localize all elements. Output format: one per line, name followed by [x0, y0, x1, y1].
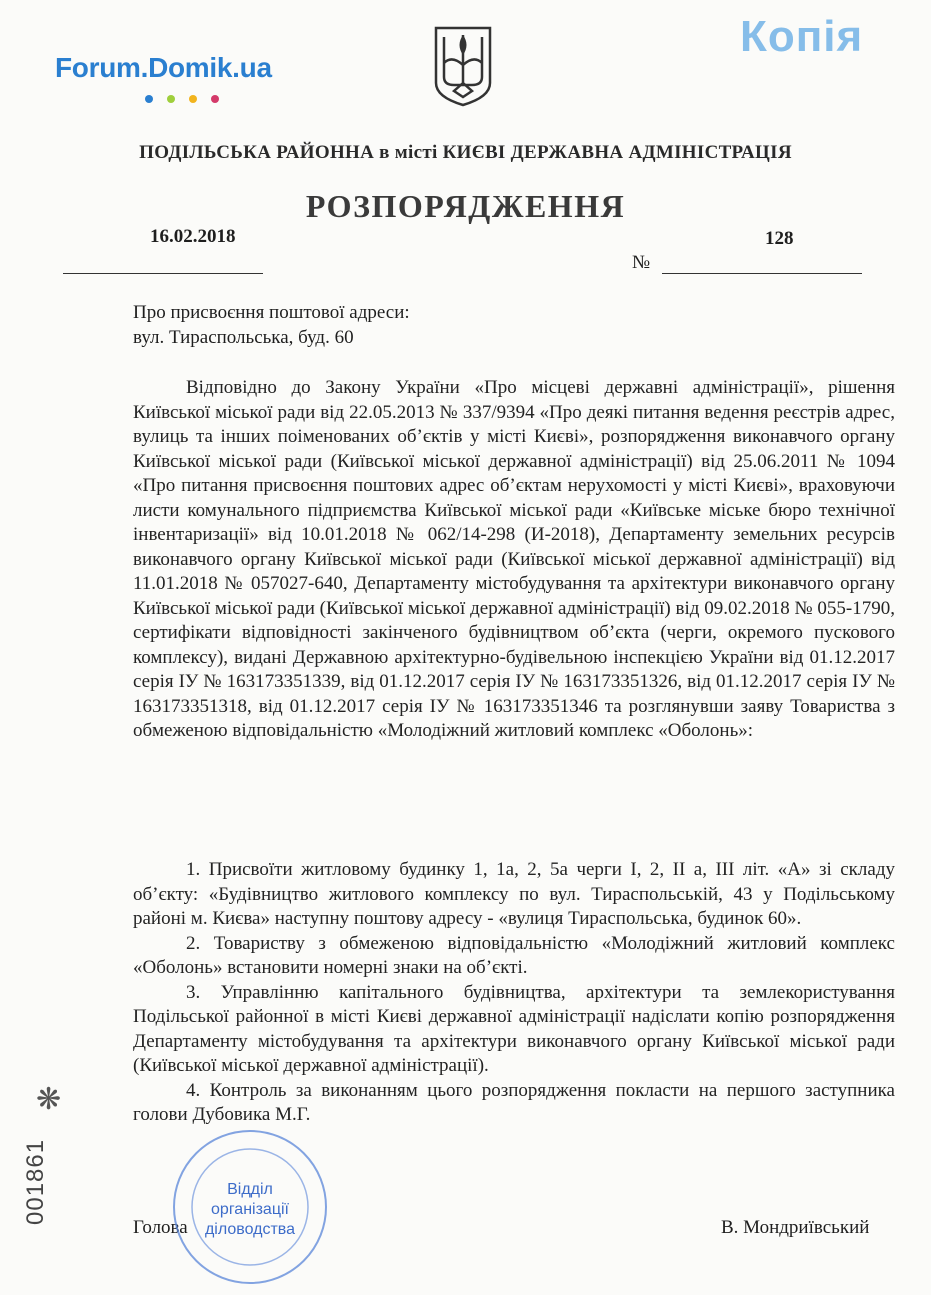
serial-number: 001861: [22, 1138, 49, 1225]
preamble-paragraph: Відповідно до Закону України «Про місцеві державні адміністрації», рішення Київської міської ради від 22.05.2013 № 337/9394 «Про деякі питання ведення реєстрів адрес, вулиць та інших поіменованих об’єктів у місті Києві», розпорядження виконавчого органу Київської міської ради (Київської міської державної адміністрації) від 25.06.2011 № 1094 «Про питання присвоєння поштових адрес об’єктам нерухомості у місті Києві», враховуючи листи комунального підприємства Київської міської ради «Київське міське бюро технічної інвентаризації» від 10.01.2018 № 062/14-298 (И-2018), Департаменту земельних ресурсів виконавчого органу Київської міської ради (Київської міської державної адміністрації) від 11.01.2018 № 057027-640, Департаменту містобудування та архітектури виконавчого органу Київської міської ради (Київської міської державної адміністрації) від 09.02.2018 № 055-1790, сертифікати відповідності закінченого будівництвом об’єкта (черги, окремого пускового комплексу), видані Державною архітектурно-будівельною інспекцією України від 01.12.2017 серія ІУ № 163173351339, від 01.12.2017 серія ІУ № 163173351326, від 01.12.2017 серія ІУ № 163173351318, від 01.12.2017 серія ІУ № 163173351346 та розглянувши заяву Товариства з обмеженою відповідальністю «Молодіжний житловий комплекс «Оболонь»:: [133, 377, 895, 741]
organization-name: ПОДІЛЬСЬКА РАЙОННА в місті КИЄВІ ДЕРЖАВНА АДМІНІСТРАЦІЯ: [139, 142, 792, 163]
number-sign: №: [632, 252, 651, 273]
subject-line-1: Про присвоєння поштової адреси:: [133, 302, 410, 323]
signature-name: В. Мондриївський: [721, 1217, 870, 1238]
order-item-2: 2. Товариству з обмеженою відповідальністю «Молодіжний житловий комплекс «Оболонь» встановити номерні знаки на об’єкті.: [133, 932, 895, 978]
order-item-1: 1. Присвоїти житловому будинку 1, 1а, 2, 5а черги І, 2, ІІ а, ІІІ літ. «А» зі складу об’єкту: «Будівництво житлового комплексу по вул. Тираспольській, 43 у Подільському районі м. Києва» наступну поштову адресу - «вулиця Тираспольська, будинок 60».: [133, 859, 895, 929]
copy-stamp: Копія: [740, 12, 864, 61]
asterisk-mark-icon: ❋: [36, 1083, 62, 1116]
number-underline: [662, 273, 862, 274]
seal-line-3: діловодства: [204, 1221, 296, 1238]
official-seal: [170, 1125, 330, 1295]
document-number: 128: [765, 228, 794, 249]
signature-position: Голова: [133, 1217, 188, 1238]
site-logo: Forum.Domik.ua: [55, 52, 272, 83]
order-item-3: 3. Управлінню капітального будівництва, архітектури та землекористування Подільської районної в місті Києві державної адміністрації надіслати копію розпорядження Департаменту містобудування та архітектури виконавчого органу Київської міської ради (Київської міської державної адміністрації).: [133, 981, 895, 1076]
seal-line-1: Відділ: [227, 1181, 273, 1198]
date-underline: [63, 273, 263, 274]
order-item-4: 4. Контроль за виконанням цього розпорядження покласти на першого заступника голови Дубовика М.Г.: [133, 1079, 895, 1125]
seal-line-2: організації: [211, 1201, 289, 1218]
document-date: 16.02.2018: [150, 226, 236, 247]
document-subject: [133, 300, 410, 350]
trident-emblem-icon: [432, 25, 494, 107]
logo-dots: [145, 90, 235, 100]
subject-line-2: вул. Тираспольська, буд. 60: [133, 327, 354, 348]
document-title: РОЗПОРЯДЖЕННЯ: [305, 188, 626, 224]
order-items: [133, 858, 895, 1128]
